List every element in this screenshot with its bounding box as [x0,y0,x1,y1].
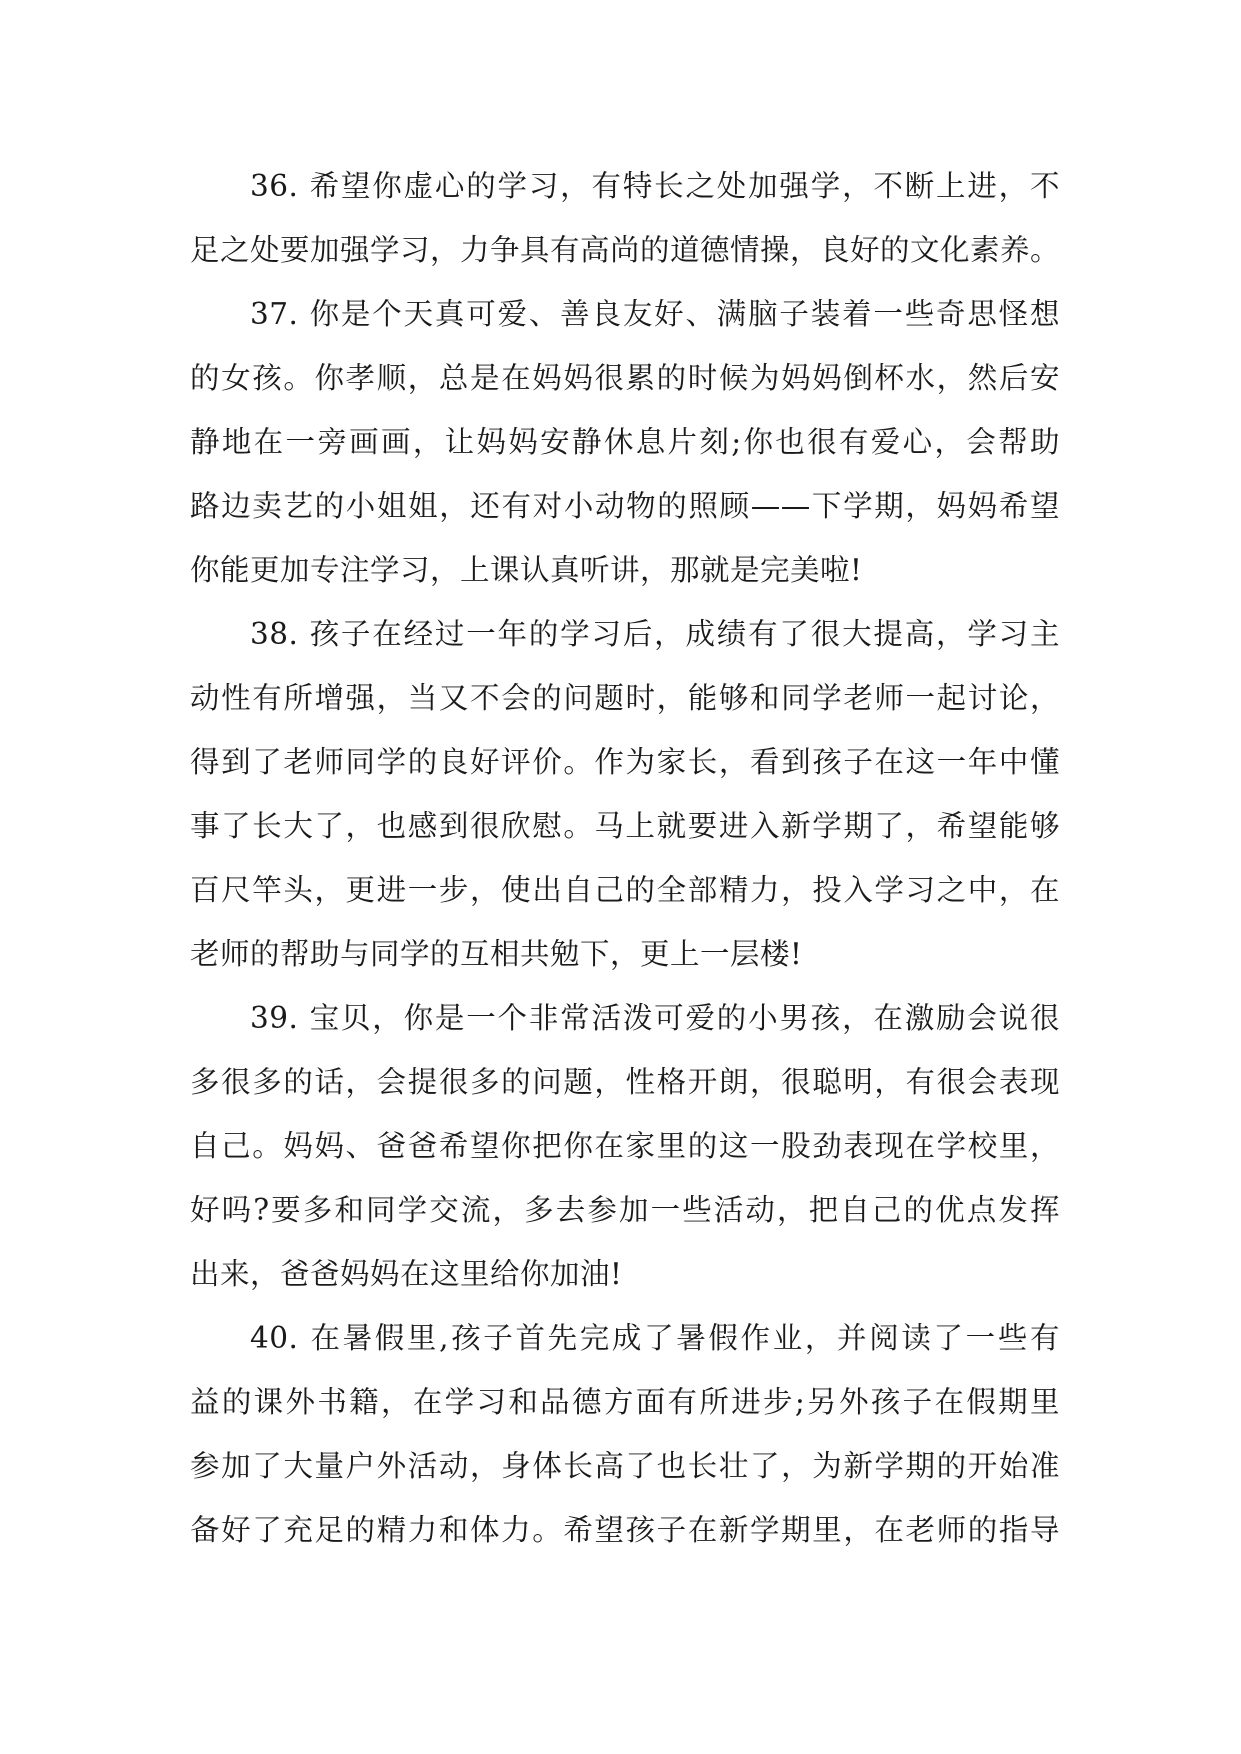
text-line: 静地在一旁画画，让妈妈安静休息片刻;你也很有爱心，会帮助 [190,425,1060,459]
text-line: 参加了大量户外活动，身体长高了也长壮了，为新学期的开始准 [190,1449,1060,1483]
paragraph-39 [190,986,1060,1306]
text-line: 路边卖艺的小姐姐，还有对小动物的照顾——下学期，妈妈希望 [190,489,1060,523]
text-line: 多很多的话，会提很多的问题，性格开朗，很聪明，有很会表现 [190,1065,1060,1099]
text-line: 的女孩。你孝顺，总是在妈妈很累的时候为妈妈倒杯水，然后安 [190,361,1060,395]
paragraph-36 [190,154,1060,282]
paragraph-38 [190,602,1060,986]
text-line: 得到了老师同学的良好评价。作为家长，看到孩子在这一年中懂 [190,745,1060,779]
text-line: 百尺竿头，更进一步，使出自己的全部精力，投入学习之中，在 [190,873,1060,907]
text-line: 40. 在暑假里,孩子首先完成了暑假作业，并阅读了一些有 [250,1321,1060,1355]
text-line: 自己。妈妈、爸爸希望你把你在家里的这一股劲表现在学校里， [190,1129,1060,1163]
text-line: 出来，爸爸妈妈在这里给你加油! [190,1257,623,1291]
text-line: 动性有所增强，当又不会的问题时，能够和同学老师一起讨论， [190,681,1060,715]
text-line: 39. 宝贝，你是一个非常活泼可爱的小男孩，在激励会说很 [250,1001,1060,1035]
text-line: 益的课外书籍，在学习和品德方面有所进步;另外孩子在假期里 [190,1385,1060,1419]
text-line: 老师的帮助与同学的互相共勉下，更上一层楼! [190,937,803,971]
text-line: 你能更加专注学习，上课认真听讲，那就是完美啦! [190,553,863,587]
text-line: 事了长大了，也感到很欣慰。马上就要进入新学期了，希望能够 [190,809,1060,843]
text-line: 38. 孩子在经过一年的学习后，成绩有了很大提高，学习主 [250,617,1060,651]
text-line: 好吗?要多和同学交流，多去参加一些活动，把自己的优点发挥 [190,1193,1060,1227]
paragraph-37 [190,282,1060,602]
text-line: 足之处要加强学习，力争具有高尚的道德情操，良好的文化素养。 [190,233,1060,267]
paragraph-40 [190,1306,1060,1562]
text-line: 37. 你是个天真可爱、善良友好、满脑子装着一些奇思怪想 [250,297,1060,331]
document-body [190,154,1060,1562]
text-line: 36. 希望你虚心的学习，有特长之处加强学，不断上进，不 [250,169,1060,203]
text-line: 备好了充足的精力和体力。希望孩子在新学期里，在老师的指导 [190,1513,1060,1547]
